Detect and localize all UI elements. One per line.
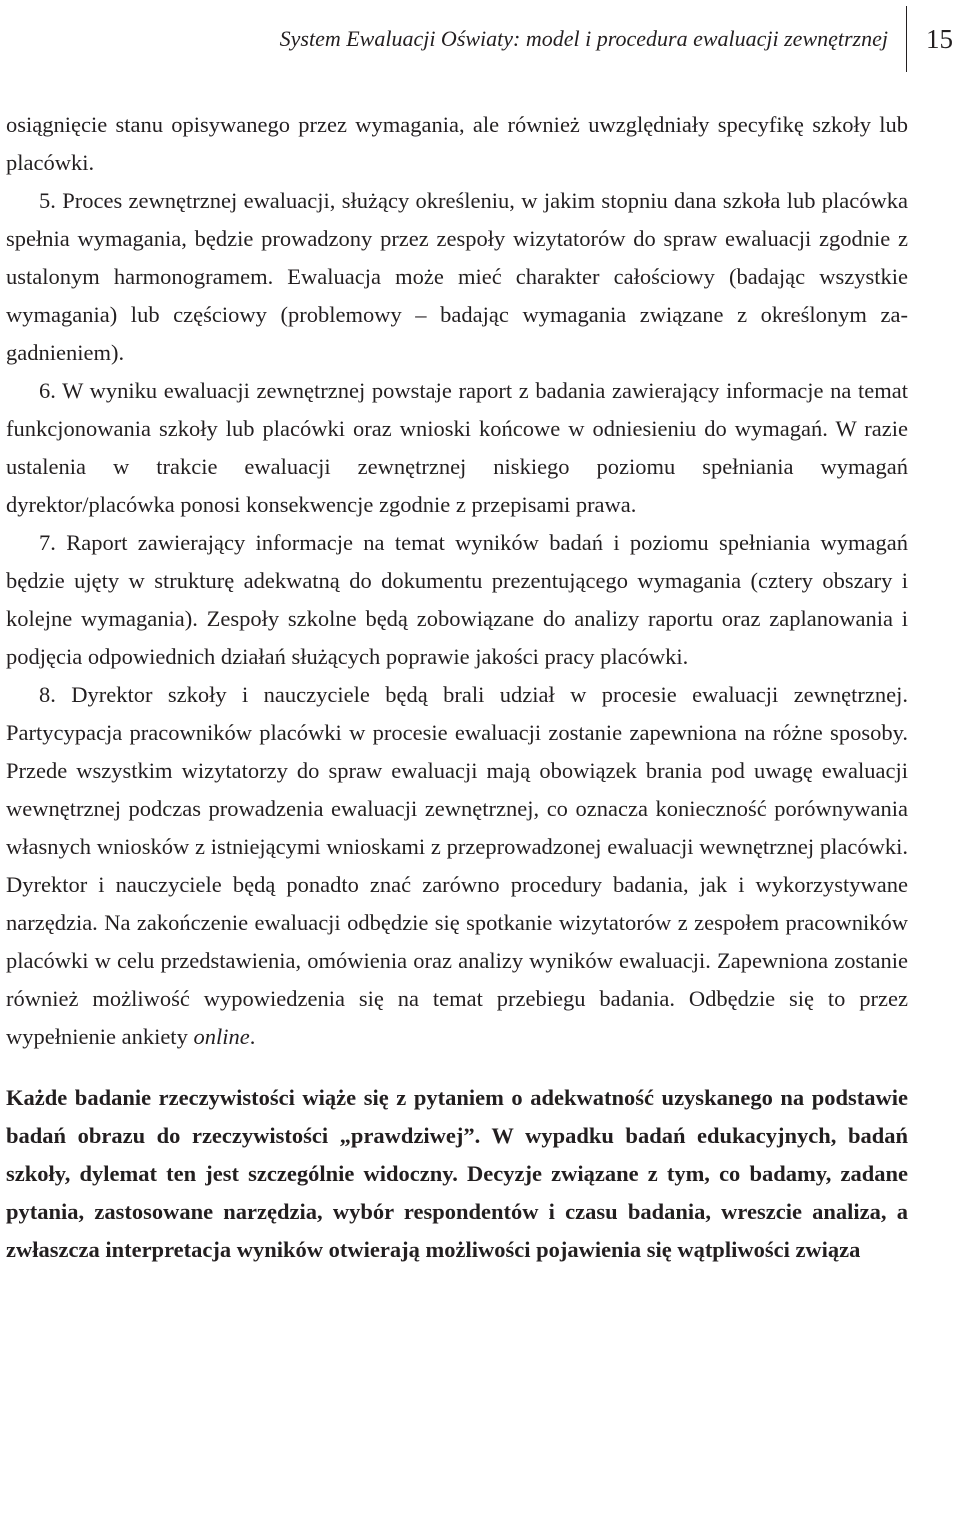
header-divider — [906, 6, 907, 72]
paragraph-8-text: 8. Dyrektor szkoły i nauczyciele będą brali udział w procesie ewaluacji zewnętrznej. Partycypacja pracowników placówki w procesie ewaluacji zostanie zapewniona na różne sposoby. Przede wszystkim wizytatorzy do spraw ewaluacji mają obowiązek brania pod uwagę ewaluacji wewnętrznej podczas prowadzenia ewaluacji zewnętrznej, co oznacza konieczność porównywania własnych wniosków z istniejącymi wnioskami z przeprowadzonej ewaluacji wewnętrznej placówki. Dyrektor i nauczyciele będą ponadto znać zarówno procedury badania, jak i wykorzystywane narzędzia. Na zakończenie ewaluacji odbędzie się spotkanie wizytatorów z zespołem pracowników placówki w celu przedstawienia, omówienia oraz analizy wyników ewaluacji. Zapewniona zostanie również możliwość wypowiedzenia się na temat przebiegu badania. Odbędzie się to przez wypełnienie ankiety — [6, 682, 908, 1049]
paragraph-6: 6. W wyniku ewaluacji zewnętrznej powstaje raport z badania zawierający informacje na temat funkcjonowania szkoły lub placówki oraz wnioski końcowe w odniesieniu do wymagań. W razie ustalenia w trakcie ewaluacji zewnętrznej niskiego poziomu spełniania wymagań dyrektor/placówka ponosi konsekwencje zgodnie z przepisami prawa. — [6, 378, 908, 517]
paragraph-7: 7. Raport zawierający informacje na temat wyników badań i poziomu spełniania wymagań będzie ujęty w strukturę adekwatną do dokumentu prezentującego wymagania (cztery obszary i kolejne wymagania). Zespoły szkolne będą zobowiązane do analizy raportu oraz zaplanowania i podjęcia odpowiednich działań służących poprawie jakości pracy placówki. — [6, 530, 908, 669]
running-title: System Ewaluacji Oświaty: model i procedura ewaluacji zewnętrznej — [279, 26, 888, 51]
running-header — [0, 0, 960, 80]
page-body — [6, 106, 908, 1269]
paragraph-8-italic: online — [193, 1024, 250, 1049]
paragraph-8-end: . — [249, 1024, 256, 1049]
page-number: 15 — [926, 24, 953, 54]
paragraph-5: 5. Proces zewnętrznej ewaluacji, służący określeniu, w jakim stopniu dana szkoła lub placówka spełnia wymagania, będzie prowadzony przez zespoły wizytatorów do spraw ewaluacji zgodnie z ustalonym harmonogramem. Ewaluacja może mieć charakter całościowy (badając wszystkie wymagania) lub częściowy (problemowy – badając wymagania związane z określonym zagadnieniem). — [6, 188, 908, 365]
paragraph-8 — [6, 676, 908, 1056]
bold-paragraph: Każde badanie rzeczywistości wiąże się z pytaniem o adekwatność uzyskanego na podstawie badań obrazu do rzeczywistości „prawdziwej”. W wypadku badań edukacyjnych, badań szkoły, dylemat ten jest szczególnie widoczny. Decyzje związane z tym, co badamy, zadane pytania, zastosowane narzędzia, wybór respondentów i czasu badania, wreszcie analiza, a zwłaszcza interpretacja wyników otwierają możliwości pojawienia się wątpliwości związa — [6, 1085, 908, 1262]
paragraph-4-continuation: osiągnięcie stanu opisywanego przez wymagania, ale również uwzględniały specyfikę szkoły lub placówki. — [6, 112, 908, 175]
